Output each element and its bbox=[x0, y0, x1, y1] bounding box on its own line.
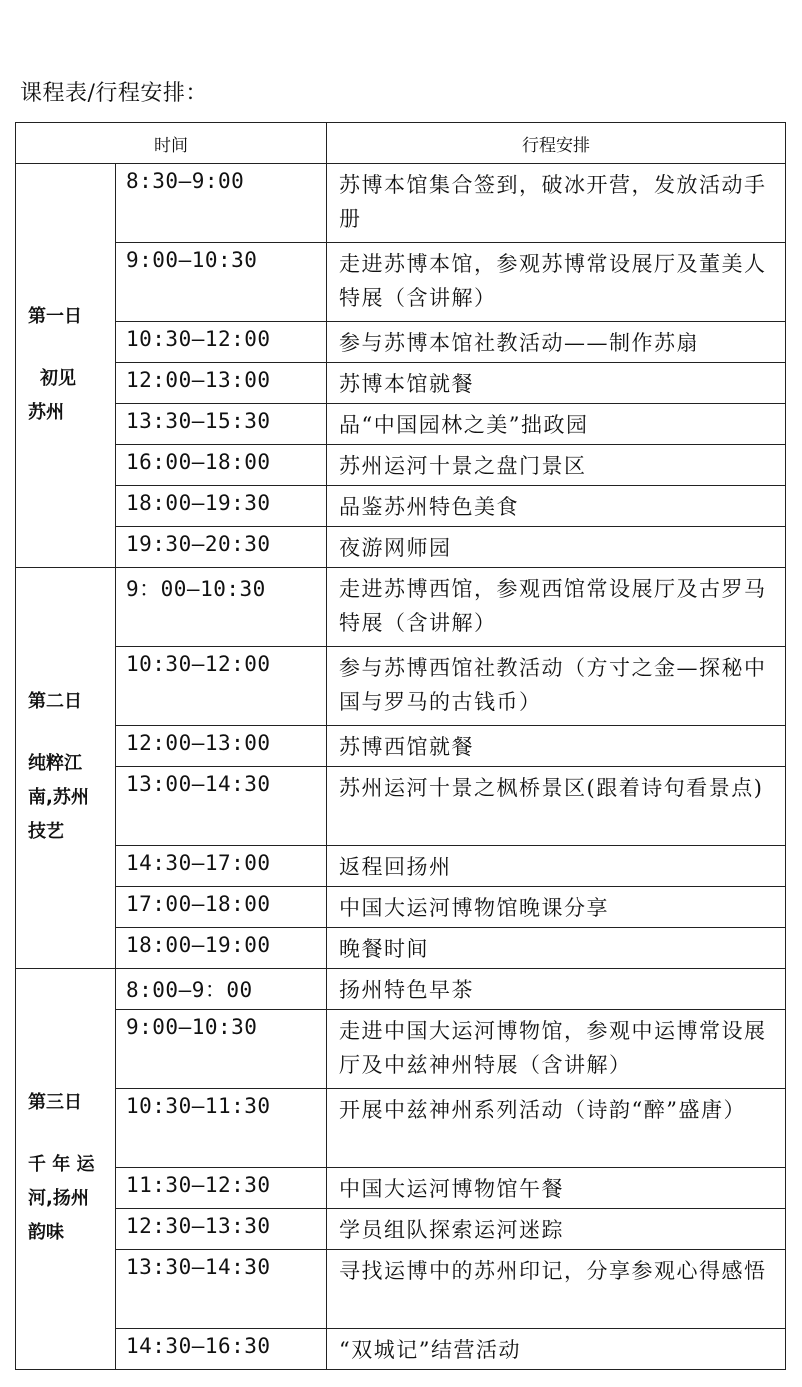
time-cell: 12:00—13:00 bbox=[116, 363, 327, 404]
time-cell: 9：00—10:30 bbox=[116, 568, 327, 647]
activity-cell: 晚餐时间 bbox=[327, 928, 786, 969]
time-cell: 18:00—19:00 bbox=[116, 928, 327, 969]
day-3-theme-line: 韵味 bbox=[28, 1222, 64, 1243]
activity-cell: 参与苏博西馆社教活动（方寸之金—探秘中国与罗马的古钱币） bbox=[327, 647, 786, 726]
time-cell: 10:30—12:00 bbox=[116, 647, 327, 726]
activity-cell: 走进苏博本馆，参观苏博常设展厅及董美人特展（含讲解） bbox=[327, 243, 786, 322]
activity-cell: 参与苏博本馆社教活动——制作苏扇 bbox=[327, 322, 786, 363]
page-title: 课程表/行程安排： bbox=[20, 81, 208, 106]
activity-cell: 品鉴苏州特色美食 bbox=[327, 486, 786, 527]
activity-cell: 走进中国大运河博物馆，参观中运博常设展厅及中兹神州特展（含讲解） bbox=[327, 1010, 786, 1089]
activity-cell: 苏博西馆就餐 bbox=[327, 726, 786, 767]
activity-cell: 开展中兹神州系列活动（诗韵“醉”盛唐） bbox=[327, 1089, 786, 1168]
time-cell: 18:00—19:30 bbox=[116, 486, 327, 527]
time-cell: 13:00—14:30 bbox=[116, 767, 327, 846]
time-cell: 8:30—9:00 bbox=[116, 164, 327, 243]
day-2-cell bbox=[16, 568, 116, 969]
activity-cell: 寻找运博中的苏州印记，分享参观心得感悟 bbox=[327, 1250, 786, 1329]
time-cell: 8:00—9：00 bbox=[116, 969, 327, 1010]
time-cell: 9:00—10:30 bbox=[116, 1010, 327, 1089]
time-cell: 12:00—13:00 bbox=[116, 726, 327, 767]
activity-cell: 苏博本馆集合签到，破冰开营，发放活动手册 bbox=[327, 164, 786, 243]
activity-cell: 扬州特色早茶 bbox=[327, 969, 786, 1010]
day-3-theme-line: 河,扬州 bbox=[28, 1188, 89, 1209]
time-cell: 11:30—12:30 bbox=[116, 1168, 327, 1209]
day-2-theme-line: 纯粹江 bbox=[28, 753, 82, 774]
day-3-cell bbox=[16, 969, 116, 1370]
time-cell: 10:30—12:00 bbox=[116, 322, 327, 363]
schedule-table bbox=[15, 122, 786, 1370]
time-cell: 9:00—10:30 bbox=[116, 243, 327, 322]
time-cell: 19:30—20:30 bbox=[116, 527, 327, 568]
activity-cell: 学员组队探索运河迷踪 bbox=[327, 1209, 786, 1250]
time-cell: 10:30—11:30 bbox=[116, 1089, 327, 1168]
time-cell: 17:00—18:00 bbox=[116, 887, 327, 928]
time-cell: 14:30—17:00 bbox=[116, 846, 327, 887]
header-time: 时间 bbox=[16, 123, 327, 164]
day-2-theme-line: 南,苏州 bbox=[28, 787, 89, 808]
day-1-theme-line: 初见 bbox=[40, 367, 76, 389]
activity-cell: 苏州运河十景之盘门景区 bbox=[327, 445, 786, 486]
activity-cell: 夜游网师园 bbox=[327, 527, 786, 568]
time-cell: 16:00—18:00 bbox=[116, 445, 327, 486]
day-1-cell bbox=[16, 164, 116, 568]
activity-cell: 返程回扬州 bbox=[327, 846, 786, 887]
header-schedule: 行程安排 bbox=[327, 123, 786, 164]
activity-cell: 中国大运河博物馆晚课分享 bbox=[327, 887, 786, 928]
activity-cell: 走进苏博西馆，参观西馆常设展厅及古罗马特展（含讲解） bbox=[327, 568, 786, 647]
day-3-label: 第三日 bbox=[28, 1092, 82, 1113]
time-cell: 14:30—16:30 bbox=[116, 1329, 327, 1370]
activity-cell: 苏州运河十景之枫桥景区(跟着诗句看景点) bbox=[327, 767, 786, 846]
day-1-label: 第一日 bbox=[28, 305, 82, 327]
day-3-theme-line: 千 年 运 bbox=[28, 1154, 95, 1175]
activity-cell: 苏博本馆就餐 bbox=[327, 363, 786, 404]
time-cell: 13:30—15:30 bbox=[116, 404, 327, 445]
time-cell: 13:30—14:30 bbox=[116, 1250, 327, 1329]
activity-cell: 品“中国园林之美”拙政园 bbox=[327, 404, 786, 445]
day-2-label: 第二日 bbox=[28, 691, 82, 712]
activity-cell: 中国大运河博物馆午餐 bbox=[327, 1168, 786, 1209]
time-cell: 12:30—13:30 bbox=[116, 1209, 327, 1250]
activity-cell: “双城记”结营活动 bbox=[327, 1329, 786, 1370]
day-2-theme-line: 技艺 bbox=[28, 821, 64, 842]
day-1-theme-line: 苏州 bbox=[28, 401, 64, 423]
